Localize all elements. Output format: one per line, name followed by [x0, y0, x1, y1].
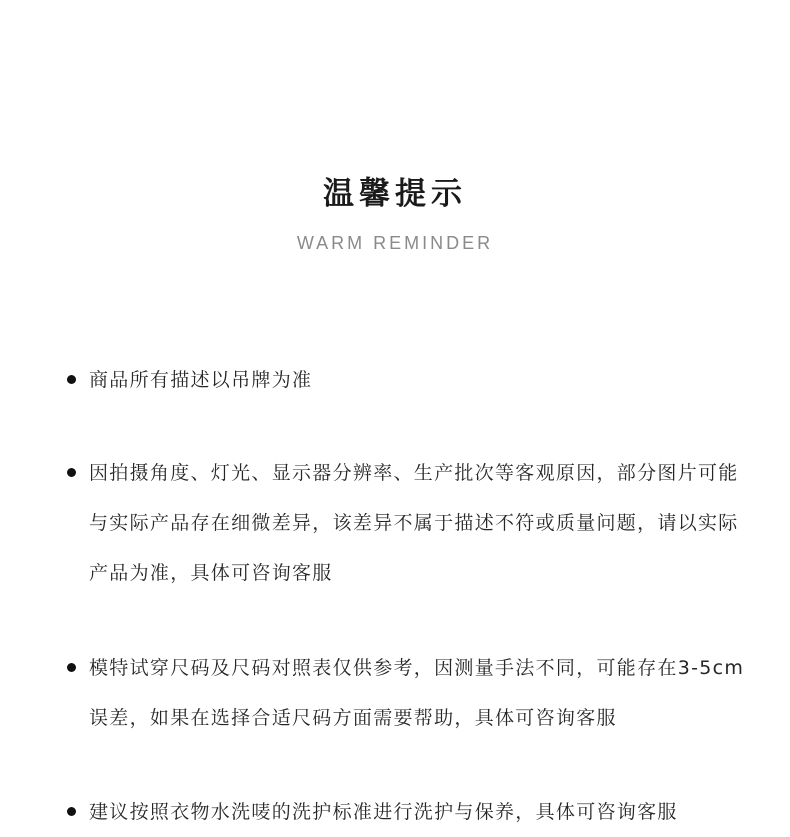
- bullet-icon: [67, 663, 76, 672]
- page-subtitle: WARM REMINDER: [296, 233, 494, 253]
- page-title: 温馨提示: [323, 176, 467, 212]
- list-item-text: 因拍摄角度、灯光、显示器分辨率、生产批次等客观原因，部分图片可能与实际产品存在细微差异，该差异不属于描述不符或质量问题，请以实际产品为准，具体可咨询客服: [89, 462, 739, 584]
- bullet-icon: [67, 807, 76, 816]
- list-item-text: 商品所有描述以吊牌为准: [89, 369, 313, 391]
- list-item: [89, 787, 749, 837]
- list-item: [89, 643, 749, 743]
- list-item-text: 建议按照衣物水洗唛的洗护标准进行洗护与保养，具体可咨询客服: [89, 801, 678, 823]
- list-item-text: 模特试穿尺码及尺码对照表仅供参考，因测量手法不同，可能存在3-5cm误差，如果在选择合适尺码方面需要帮助，具体可咨询客服: [89, 657, 745, 729]
- bullet-icon: [67, 375, 76, 384]
- list-item: [89, 448, 749, 598]
- list-item: [89, 355, 749, 405]
- bullet-icon: [67, 468, 76, 477]
